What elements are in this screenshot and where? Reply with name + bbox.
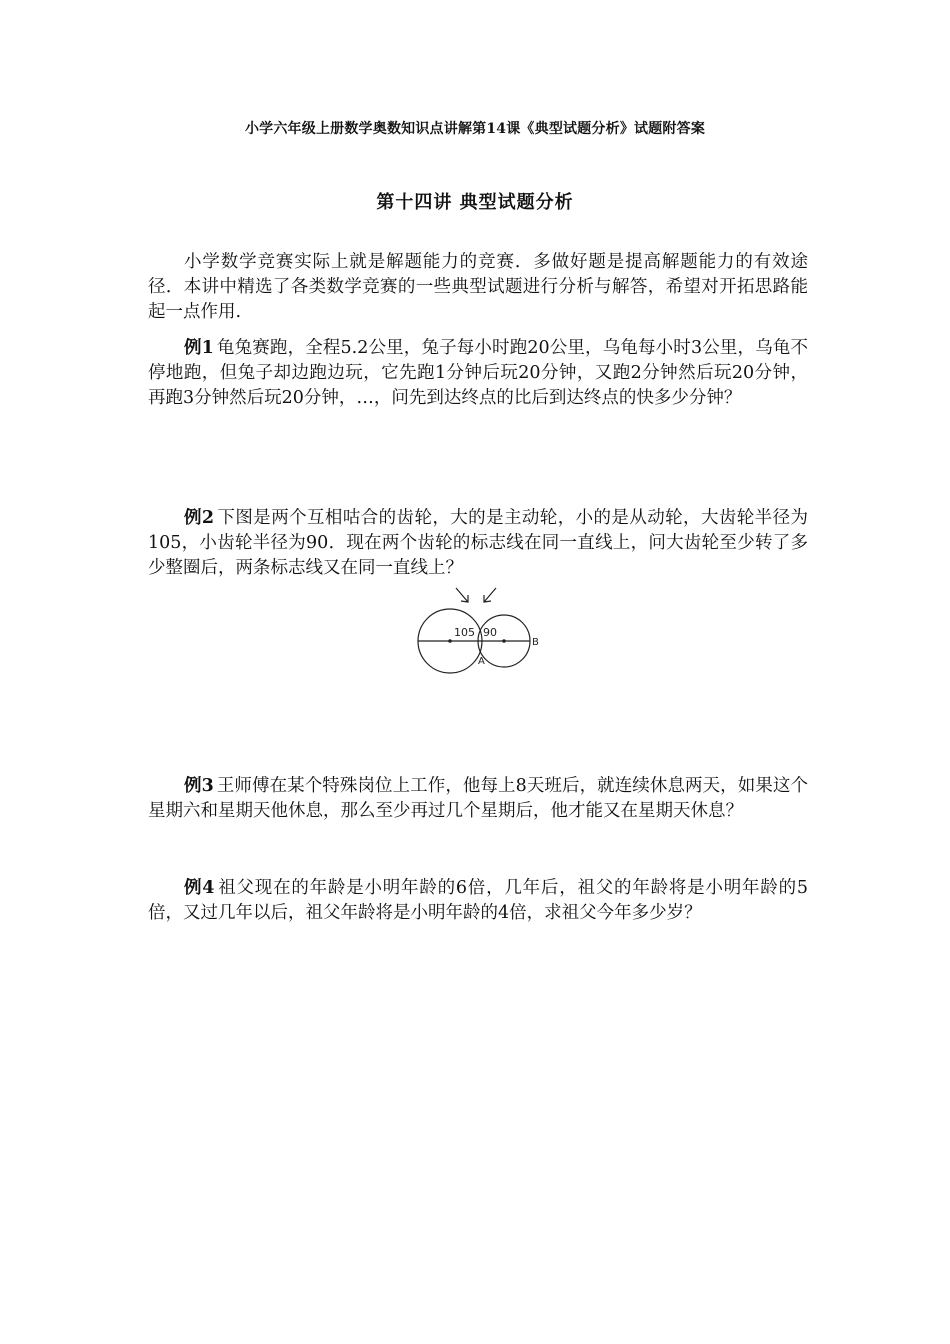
example-2-label: 例2 bbox=[184, 507, 215, 528]
document-header: 小学六年级上册数学奥数知识点讲解第14课《典型试题分析》试题附答案 bbox=[244, 121, 706, 137]
marker-arrow-left bbox=[456, 588, 468, 602]
example-1-text: 龟兔赛跑，全程5.2公里，兔子每小时跑20公里，乌龟每小时3公里，乌龟不停地跑，但兔子却边跑边玩，它先跑1分钟后玩20分钟，又跑2分钟然后玩20分钟，再跑3分钟然后玩20分钟，…，问先到达终点的比后到达终点的快多少分钟？ bbox=[148, 337, 808, 408]
example-4-text: 祖父现在的年龄是小明年龄的6倍，几年后，祖父的年龄将是小明年龄的5倍，又过几年以后，祖父年龄将是小明年龄的4倍，求祖父今年多少岁？ bbox=[148, 877, 808, 923]
gear-diagram bbox=[410, 578, 560, 678]
large-gear-center bbox=[448, 639, 452, 643]
small-gear-center bbox=[502, 639, 506, 643]
example-2-text: 下图是两个互相咕合的齿轮，大的是主动轮，小的是从动轮，大齿轮半径为105，小齿轮半径为90．现在两个齿轮的标志线在同一直线上，问大齿轮至少转了多少整圈后，两条标志线又在同一直线上？ bbox=[148, 507, 808, 578]
example-3-label: 例3 bbox=[184, 775, 214, 796]
point-b-label: B bbox=[532, 637, 539, 648]
example-4-label: 例4 bbox=[184, 877, 215, 898]
example-3-text: 王师傅在某个特殊岗位上工作，他每上8天班后，就连续休息两天，如果这个星期六和星期天他休息，那么至少再过几个星期后，他才能又在星期天休息？ bbox=[148, 775, 808, 821]
example-4 bbox=[148, 876, 808, 926]
small-radius-label: 90 bbox=[483, 626, 497, 639]
intro-paragraph: 小学数学竞赛实际上就是解题能力的竞赛．多做好题是提高解题能力的有效途径．本讲中精选了各类数学竞赛的一些典型试题进行分析与解答，希望对开拓思路能起一点作用. bbox=[148, 251, 808, 322]
lecture-title: 第十四讲 典型试题分析 bbox=[376, 192, 574, 213]
large-radius-label: 105 bbox=[454, 626, 475, 639]
example-3 bbox=[148, 774, 808, 824]
example-2 bbox=[148, 506, 808, 581]
example-1 bbox=[148, 336, 808, 411]
example-1-label: 例1 bbox=[184, 337, 214, 358]
marker-arrow-right bbox=[484, 588, 496, 602]
point-a-label: A bbox=[478, 656, 485, 667]
